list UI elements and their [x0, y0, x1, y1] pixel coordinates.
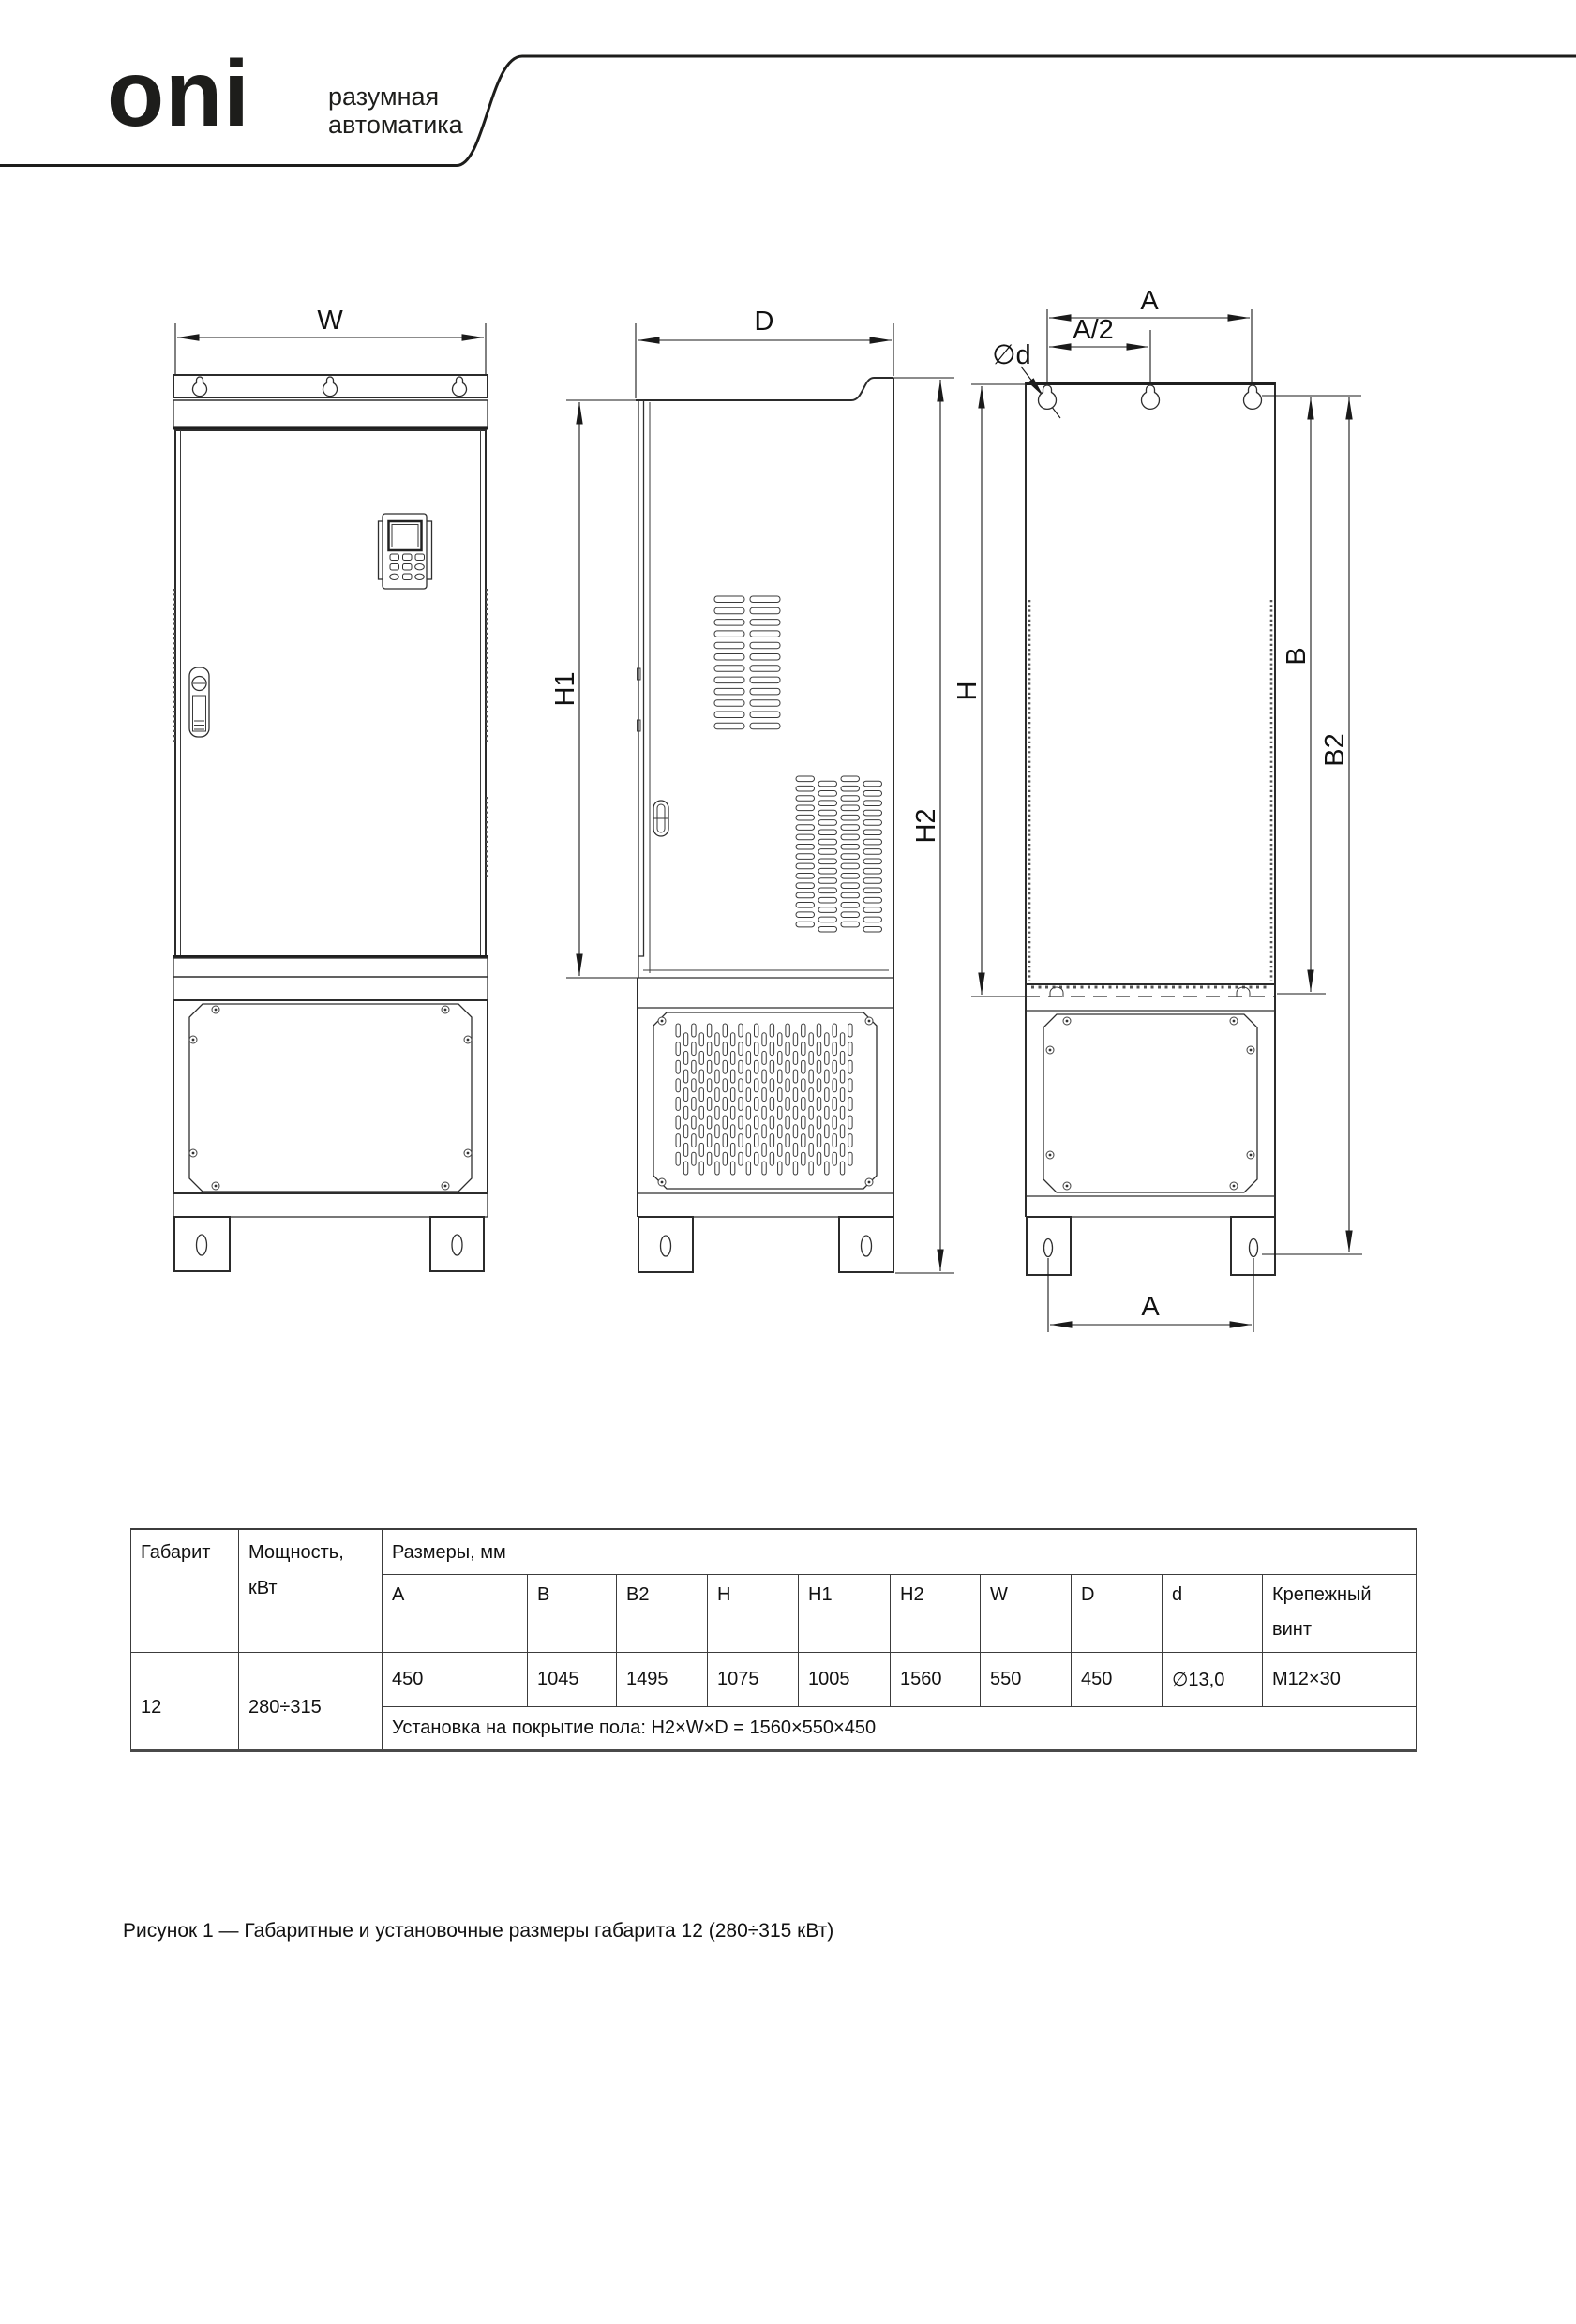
value-a: 450	[383, 1653, 528, 1707]
keypad-buttons	[390, 554, 425, 580]
back-view	[953, 286, 1362, 1332]
dim-label-a-half: A/2	[1073, 315, 1114, 345]
col-header-fastener	[1263, 1575, 1417, 1653]
table-note: Установка на покрытие пола: H2×W×D = 1560×550×450	[383, 1707, 1417, 1751]
panel-screws-back	[1046, 1017, 1254, 1190]
power-header-line2: кВт	[248, 1578, 278, 1598]
keyhole-slots-back	[1039, 385, 1262, 409]
front-view	[173, 306, 488, 1271]
keyhole-slots-front	[193, 377, 467, 397]
value-gabarit: 12	[131, 1653, 239, 1751]
value-power: 280÷315	[239, 1653, 383, 1751]
value-fastener: M12×30	[1263, 1653, 1417, 1707]
side-handle	[653, 801, 668, 836]
value-w: 550	[981, 1653, 1072, 1707]
col-header-h2: H2	[891, 1575, 981, 1653]
keypad	[379, 514, 432, 589]
dim-label-w: W	[317, 306, 343, 336]
col-header-d-small: d	[1163, 1575, 1263, 1653]
col-header-h1: H1	[799, 1575, 891, 1653]
value-b2: 1495	[617, 1653, 708, 1707]
col-header-b: B	[528, 1575, 617, 1653]
col-header-sizes: Размеры, мм	[383, 1529, 1417, 1575]
dim-label-b: B	[1282, 647, 1312, 666]
value-d-small: ∅13,0	[1163, 1653, 1263, 1707]
dim-label-h1: H1	[550, 671, 580, 707]
dim-label-a-top: A	[1140, 286, 1159, 316]
dim-label-b2: B2	[1320, 733, 1350, 767]
brand-logo: oni	[107, 41, 250, 146]
side-vent-slots	[796, 776, 882, 932]
dim-label-a-bottom: A	[1141, 1292, 1160, 1322]
col-header-d: D	[1072, 1575, 1163, 1653]
value-d: 450	[1072, 1653, 1163, 1707]
foot-right-front	[430, 1217, 484, 1271]
foot-left-front	[174, 1217, 230, 1271]
power-header-line1: Мощность,	[248, 1542, 344, 1563]
figure-caption: Рисунок 1 — Габаритные и установочные размеры габарита 12 (280÷315 кВт)	[123, 1920, 834, 1942]
header-curve-line	[0, 56, 1576, 166]
keypad-display	[389, 521, 422, 550]
dim-label-diameter: ∅d	[992, 340, 1031, 370]
value-h1: 1005	[799, 1653, 891, 1707]
side-view	[550, 307, 954, 1273]
panel-screws-front	[189, 1006, 472, 1190]
value-h2: 1560	[891, 1653, 981, 1707]
col-header-power	[239, 1529, 383, 1653]
col-header-a: A	[383, 1575, 528, 1653]
col-header-b2: B2	[617, 1575, 708, 1653]
fastener-header-line1: Крепежный	[1272, 1584, 1372, 1605]
dim-label-d: D	[754, 307, 774, 337]
tagline-line1: разумная	[328, 82, 440, 111]
value-h: 1075	[708, 1653, 799, 1707]
plinth-hook-left	[1050, 987, 1063, 997]
col-header-w: W	[981, 1575, 1072, 1653]
door-handle	[189, 667, 209, 737]
foot-right-side	[839, 1217, 893, 1272]
foot-left-side	[638, 1217, 693, 1272]
col-header-gabarit: Габарит	[131, 1529, 239, 1653]
dim-label-h: H	[953, 681, 983, 701]
dimensions-table	[130, 1528, 1417, 1752]
value-b: 1045	[528, 1653, 617, 1707]
louver-vents-upper	[714, 596, 780, 729]
dim-label-h2: H2	[911, 808, 941, 844]
fastener-header-line2: винт	[1272, 1619, 1313, 1640]
base-vent-perforation	[676, 1024, 852, 1175]
col-header-h: H	[708, 1575, 799, 1653]
tagline-line2: автоматика	[328, 111, 463, 139]
